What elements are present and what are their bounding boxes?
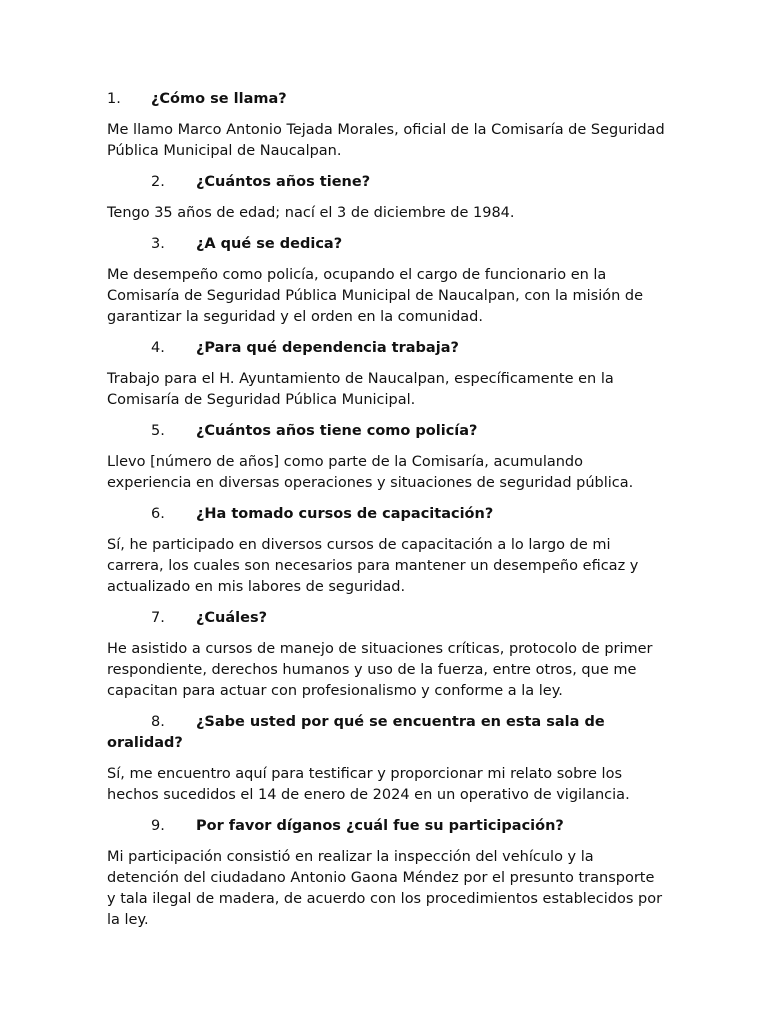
question-number: 8. [151,714,165,730]
question-4 [107,338,667,359]
question-6 [107,504,667,525]
answer-4: Trabajo para el H. Ayuntamiento de Naucalpan, específicamente en la Comisaría de Seguridad Pública Municipal. [107,371,614,408]
question-3 [107,234,667,255]
question-number: 3. [151,236,165,252]
question-9 [107,816,667,837]
question-number: 1. [107,91,121,107]
question-2 [107,172,667,193]
answer-6: Sí, he participado en diversos cursos de capacitación a lo largo de mi carrera, los cuales son necesarios para mantener un desempeño eficaz y actualizado en mis labores de seguridad. [107,537,639,595]
question-number: 4. [151,340,165,356]
question-text: ¿Para qué dependencia trabaja? [196,340,459,356]
answer-7: He asistido a cursos de manejo de situaciones críticas, protocolo de primer respondiente, derechos humanos y uso de la fuerza, entre otros, que me capacitan para actuar con profesionalismo y conforme a la ley. [107,641,653,699]
answer-5: Llevo [número de años] como parte de la Comisaría, acumulando experiencia en diversas operaciones y situaciones de seguridad pública. [107,454,634,491]
answer-2: Tengo 35 años de edad; nací el 3 de diciembre de 1984. [107,205,515,221]
question-text: ¿A qué se dedica? [196,236,343,252]
question-text: ¿Cómo se llama? [151,91,287,107]
answer-3: Me desempeño como policía, ocupando el cargo de funcionario en la Comisaría de Seguridad Pública Municipal de Naucalpan, con la misión de garantizar la seguridad y el orden en la comunidad. [107,267,644,325]
question-text: ¿Ha tomado cursos de capacitación? [196,506,494,522]
question-5 [107,421,667,442]
question-text: ¿Cuántos años tiene como policía? [196,423,478,439]
answer-1: Me llamo Marco Antonio Tejada Morales, oficial de la Comisaría de Seguridad Pública Municipal de Naucalpan. [107,122,665,159]
question-number: 7. [151,610,165,626]
question-number: 5. [151,423,165,439]
question-text: Por favor díganos ¿cuál fue su participación? [196,818,564,834]
interview-content [107,89,667,941]
answer-8: Sí, me encuentro aquí para testificar y proporcionar mi relato sobre los hechos sucedidos el 14 de enero de 2024 en un operativo de vigilancia. [107,766,630,803]
question-7 [107,608,667,629]
question-text: ¿Cuáles? [196,610,268,626]
question-number: 2. [151,174,165,190]
answer-9: Mi participación consistió en realizar la inspección del vehículo y la detención del ciudadano Antonio Gaona Méndez por el presunto transporte y tala ilegal de madera, de acuerdo con los procedimientos establecidos por la ley. [107,849,663,928]
question-1 [107,89,667,110]
question-text: ¿Sabe usted por qué se encuentra en esta sala de oralidad? [107,714,605,751]
question-number: 9. [151,818,165,834]
question-8 [107,712,667,754]
question-text: ¿Cuántos años tiene? [196,174,371,190]
question-number: 6. [151,506,165,522]
